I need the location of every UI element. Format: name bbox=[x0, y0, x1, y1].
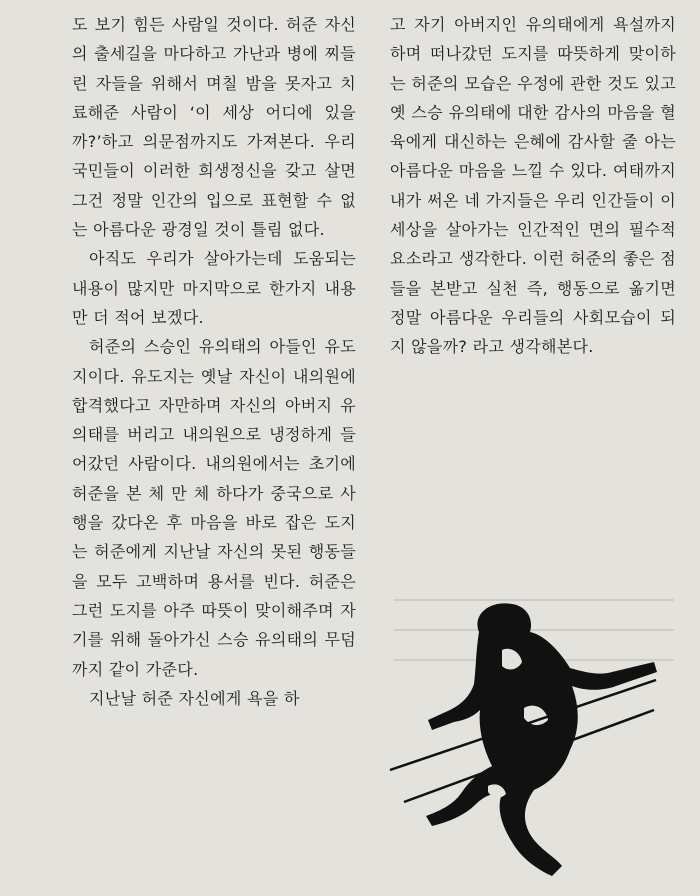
paragraph: 도 보기 힘든 사람일 것이다. 허준 자신의 출세길을 마다하고 가난과 병에 찌들린 자들을 위해서 며칠 밤을 못자고 치료해준 사람이 ‘이 세상 어디에 있을까?’하고 의문점까지도 가져본다. 우리 국민들이 이러한 희생정신을 갖고 살면 그건 정말 인간의 입으로 표현할 수 없는 아름다운 광경일 것이 틀림 없다. bbox=[72, 15, 356, 240]
paragraph: 아직도 우리가 살아가는데 도움되는 내용이 많지만 마지막으로 한가지 내용만 더 적어 보겠다. bbox=[72, 249, 356, 327]
paragraph: 허준의 스승인 유의태의 아들인 유도지이다. 유도지는 옛날 자신이 내의원에 합격했다고 자만하며 자신의 아버지 유의태를 버리고 내의원으로 냉정하게 들어갔던 사람이다. 내의원에서는 초기에 허준을 본 체 만 체 하다가 중국으로 사행을 갔다온 후 마음을 바로 잡은 도지는 허준에게 지난날 자신의 못된 행동들을 모두 고백하며 용서를 빈다. 허준은 그런 도지를 아주 따뜻이 맞이해주며 자기를 위해 돌아가신 스승 유의태의 무덤까지 같이 가준다. bbox=[72, 337, 356, 679]
paragraph: 지난날 허준 자신에게 욕을 하 bbox=[89, 688, 300, 708]
running-figure-illustration bbox=[384, 590, 684, 890]
paragraph: 고 자기 아버지인 유의태에게 욕설까지하며 떠나갔던 도지를 따뜻하게 맞이하는 허준의 모습은 우정에 관한 것도 있고 옛 스승 유의태에 대한 감사의 마음을 혈육에게 대신하는 은혜에 감사할 줄 아는 아름다운 마음을 느낄 수 있다. 여태까지 내가 써온 네 가지들은 우리 인간들이 이 세상을 살아가는 인간적인 면의 필수적 요소라고 생각한다. 이런 허준의 좋은 점들을 본받고 실천 즉, 행동으로 옮기면 정말 아름다운 우리들의 사회모습이 되지 않을까? 라고 생각해본다. bbox=[390, 15, 676, 357]
right-column bbox=[390, 10, 676, 362]
left-column bbox=[72, 10, 356, 713]
